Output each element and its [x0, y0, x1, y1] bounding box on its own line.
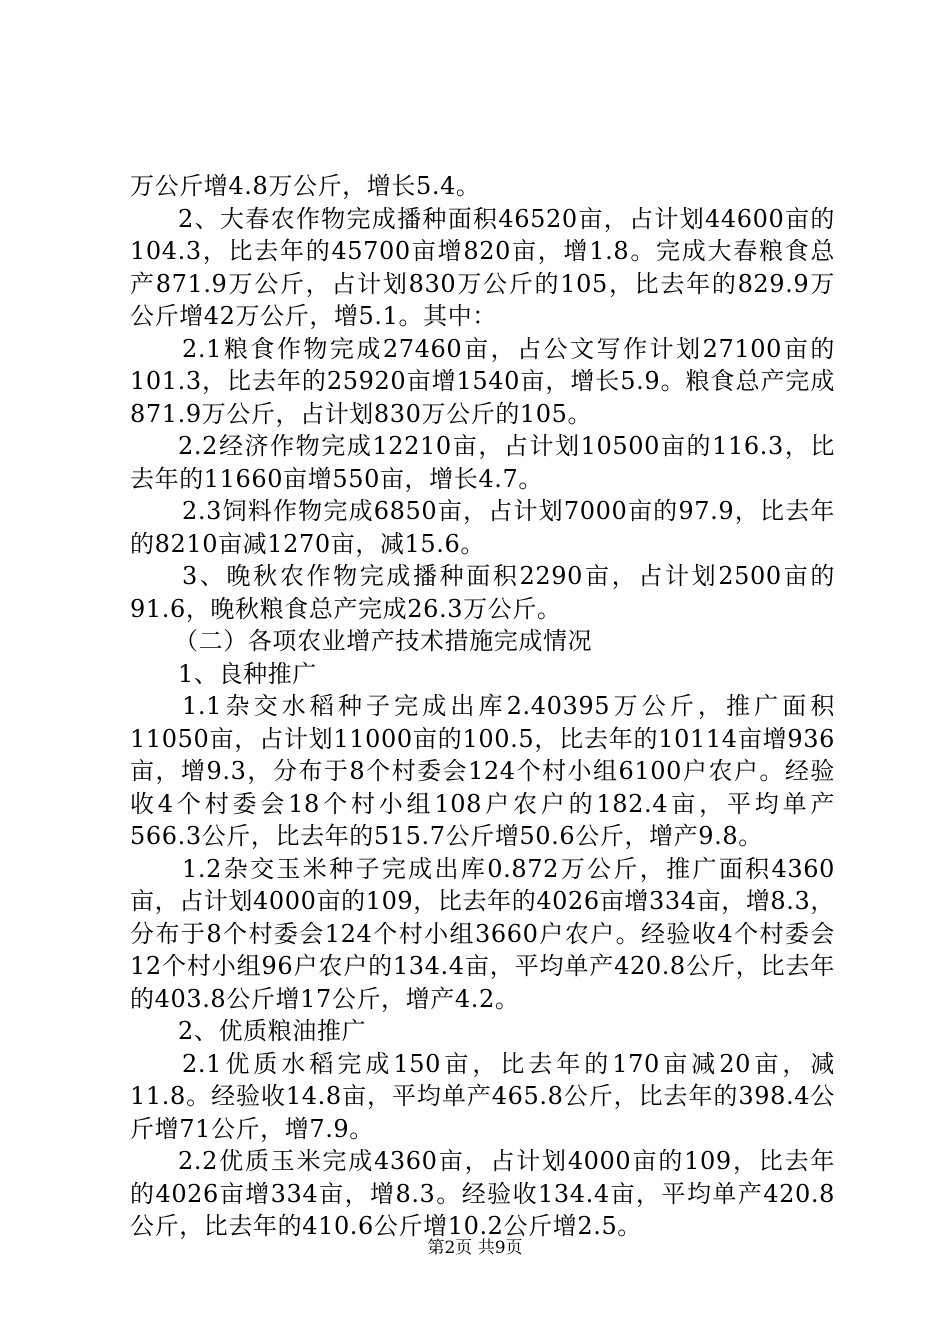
paragraph-quality-corn: 2.2优质玉米完成4360亩，占计划4000亩的109，比去年的4026亩增334亩，增8.3。经验收134.4亩，平均单产420.8公斤，比去年的410.6公斤增10.2公斤增2.5。	[130, 1147, 835, 1240]
paragraph-feed-crops: 2.3饲料作物完成6850亩，占计划7000亩的97.9，比去年的8210亩减1270亩，减15.6。	[130, 497, 835, 558]
paragraph-quality-rice: 2.1优质水稻完成150亩，比去年的170亩减20亩，减11.8。经验收14.8亩，平均单产465.8公斤，比去年的398.4公斤增71公斤，增7.9。	[130, 1049, 835, 1143]
subheading-seed-promotion: 1、良种推广	[178, 659, 317, 688]
section-heading-tech-measures: （二）各项农业增产技术措施完成情况	[174, 627, 593, 655]
paragraph-economic-crops: 2.2经济作物完成12210亩，占计划10500亩的116.3，比去年的11660亩增550亩，增长4.7。	[130, 432, 835, 493]
paragraph-grain-crops: 2.1粮食作物完成27460亩，占公文写作计划27100亩的101.3，比去年的25920亩增1540亩，增长5.9。粮食总产完成871.9万公斤，占计划830万公斤的105。	[130, 334, 835, 428]
paragraph-continuation: 万公斤增4.8万公斤，增长5.4。	[130, 172, 481, 200]
paragraph-late-autumn-crops: 3、晚秋农作物完成播种面积2290亩，占计划2500亩的91.6，晚秋粮食总产完成26.3万公斤。	[130, 562, 835, 623]
subheading-quality-grain: 2、优质粮油推广	[178, 1017, 367, 1045]
paragraph-hybrid-rice: 1.1杂交水稻种子完成出库2.40395万公斤，推广面积11050亩，占计划11000亩的100.5，比去年的10114亩增936亩，增9.3，分布于8个村委会124个村小组6100户农户。经验收4个村委会18个村小组108户农户的182.4亩，平均单产566.3公斤，比去年的515.7公斤增50.6公斤，增产9.8。	[130, 692, 835, 850]
paragraph-spring-crops: 2、大春农作物完成播种面积46520亩，占计划44600亩的104.3，比去年的45700亩增820亩，增1.8。完成大春粮食总产871.9万公斤，占计划830万公斤的105，比去年的829.9万公斤增42万公斤，增5.1。其中：	[130, 204, 835, 330]
paragraph-hybrid-corn: 1.2杂交玉米种子完成出库0.872万公斤，推广面积4360亩，占计划4000亩的109，比去年的4026亩增334亩，增8.3，分布于8个村委会124个村小组3660户农户。经验收4个村委会12个村小组96户农户的134.4亩，平均单产420.8公斤，比去年的403.8公斤增17公斤，增产4.2。	[130, 854, 835, 1013]
document-body	[130, 170, 835, 1243]
page-number-footer: 第2页 共9页	[427, 1238, 523, 1258]
